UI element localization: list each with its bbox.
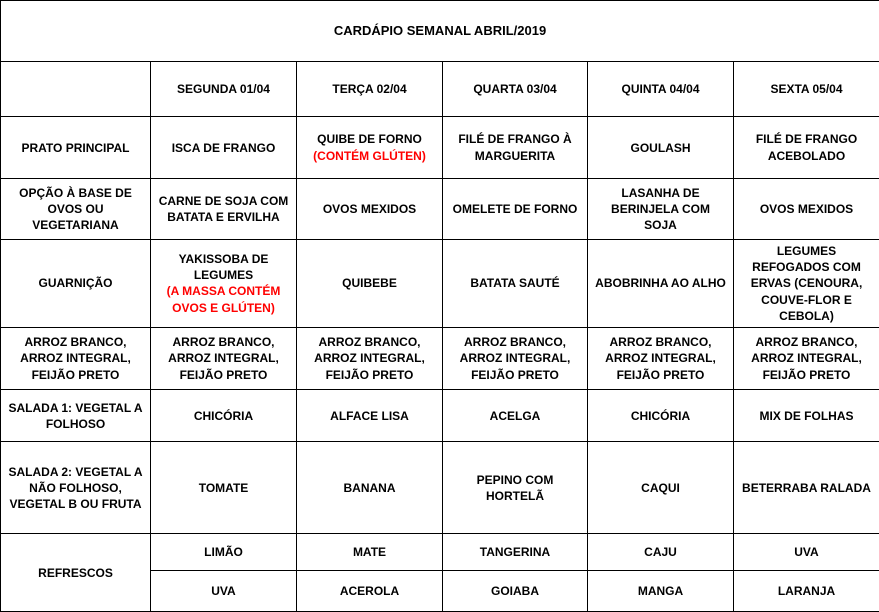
header-sexta: SEXTA 05/04 (734, 62, 879, 117)
row-arroz-feijao (1, 327, 879, 389)
menu-cell (297, 534, 443, 571)
menu-cell (443, 240, 588, 328)
cell-text: CHICÓRIA (630, 408, 691, 423)
menu-cell (297, 240, 443, 328)
cell-text: TANGERINA (479, 545, 551, 560)
cell-text: OVOS MEXIDOS (759, 201, 854, 216)
menu-cell (588, 390, 734, 442)
menu-cell (588, 178, 734, 239)
menu-cell (734, 117, 879, 178)
menu-cell (443, 117, 588, 178)
menu-cell (443, 442, 588, 534)
cell-text: ABOBRINHA AO ALHO (595, 276, 726, 291)
allergen-note: (A MASSA CONTÉM OVOS E GLÚTEN) (166, 284, 281, 315)
menu-cell (443, 571, 588, 612)
row-label-opcao-vegetariana: OPÇÃO À BASE DE OVOS OU VEGETARIANA (1, 178, 151, 239)
menu-cell (734, 327, 879, 389)
cell-text: LARANJA (777, 583, 836, 598)
cell-text: CARNE DE SOJA COM BATATA E ERVILHA (158, 193, 289, 224)
header-empty-cell (1, 62, 151, 117)
cell-text: FILÉ DE FRANGO À MARGUERITA (458, 132, 572, 163)
header-terca: TERÇA 02/04 (297, 62, 443, 117)
menu-cell (443, 390, 588, 442)
cell-text: CHICÓRIA (193, 408, 254, 423)
row-label-guarnicao: GUARNIÇÃO (1, 240, 151, 328)
cell-text: QUIBEBE (342, 276, 397, 291)
row-salada-2 (1, 442, 879, 534)
cell-text: CAJU (644, 545, 677, 560)
menu-cell (151, 571, 297, 612)
menu-cell (151, 534, 297, 571)
row-guarnicao (1, 240, 879, 328)
header-segunda: SEGUNDA 01/04 (151, 62, 297, 117)
row-salada-1 (1, 390, 879, 442)
cell-text: ARROZ BRANCO, ARROZ INTEGRAL, FEIJÃO PRETO (314, 335, 425, 382)
cell-text: BETERRABA RALADA (742, 480, 871, 495)
cell-text: GOULASH (630, 140, 691, 155)
menu-cell (151, 390, 297, 442)
cell-text: MIX DE FOLHAS (759, 408, 854, 423)
allergen-note: (CONTÉM GLÚTEN) (313, 148, 426, 163)
menu-cell (297, 442, 443, 534)
cell-text: LIMÃO (204, 545, 243, 560)
menu-cell (588, 442, 734, 534)
cell-text: BATATA SAUTÉ (470, 276, 560, 291)
cell-text: UVA (794, 545, 819, 560)
menu-cell (297, 178, 443, 239)
menu-cell (734, 240, 879, 328)
menu-cell (588, 240, 734, 328)
title-row (1, 1, 879, 62)
row-refrescos-1 (1, 534, 879, 571)
cell-text: YAKISSOBA DE LEGUMES (178, 252, 269, 283)
row-prato-principal (1, 117, 879, 178)
menu-cell (588, 571, 734, 612)
cell-text: ARROZ BRANCO, ARROZ INTEGRAL, FEIJÃO PRETO (168, 335, 279, 382)
cell-text: MATE (352, 545, 387, 560)
menu-cell (734, 178, 879, 239)
page-title: CARDÁPIO SEMANAL ABRIL/2019 (1, 1, 879, 62)
cell-text: GOIABA (491, 583, 539, 598)
row-label-salada-2: SALADA 2: VEGETAL A NÃO FOLHOSO, VEGETAL B OU FRUTA (1, 442, 151, 534)
menu-cell (734, 571, 879, 612)
header-quarta: QUARTA 03/04 (443, 62, 588, 117)
menu-cell (151, 117, 297, 178)
menu-cell (151, 327, 297, 389)
menu-cell (734, 442, 879, 534)
cell-text: OVOS MEXIDOS (322, 201, 417, 216)
menu-cell (151, 442, 297, 534)
row-label-refrescos: REFRESCOS (1, 534, 151, 612)
row-label-prato-principal: PRATO PRINCIPAL (1, 117, 151, 178)
menu-cell (297, 571, 443, 612)
menu-cell (588, 117, 734, 178)
menu-cell (588, 534, 734, 571)
menu-cell (734, 534, 879, 571)
menu-cell (151, 240, 297, 328)
row-label-salada-1: SALADA 1: VEGETAL A FOLHOSO (1, 390, 151, 442)
cell-text: TOMATE (198, 480, 249, 495)
row-opcao-vegetariana (1, 178, 879, 239)
cell-text: MANGA (637, 583, 684, 598)
cell-text: LASANHA DE BERINJELA COM SOJA (611, 185, 710, 232)
header-quinta: QUINTA 04/04 (588, 62, 734, 117)
cell-text: CAQUI (641, 480, 680, 495)
cell-text: QUIBE DE FORNO (317, 132, 422, 147)
menu-cell (297, 117, 443, 178)
cell-text: UVA (211, 583, 236, 598)
cell-text: LEGUMES REFOGADOS COM ERVAS (CENOURA, COUVE-FLOR E CEBOLA) (750, 244, 863, 323)
cell-text: OMELETE DE FORNO (452, 201, 578, 216)
menu-cell (734, 390, 879, 442)
cell-text: ARROZ BRANCO, ARROZ INTEGRAL, FEIJÃO PRETO (751, 335, 862, 382)
cell-text: PEPINO COM HORTELÃ (476, 472, 554, 503)
menu-cell (443, 178, 588, 239)
header-row (1, 62, 879, 117)
row-label-arroz-feijao: ARROZ BRANCO, ARROZ INTEGRAL, FEIJÃO PRETO (1, 327, 151, 389)
cell-text: FILÉ DE FRANGO ACEBOLADO (755, 132, 858, 163)
menu-cell (297, 390, 443, 442)
menu-cell (151, 178, 297, 239)
cell-text: ARROZ BRANCO, ARROZ INTEGRAL, FEIJÃO PRETO (605, 335, 716, 382)
menu-cell (443, 534, 588, 571)
cell-text: ACEROLA (339, 583, 400, 598)
menu-cell (443, 327, 588, 389)
cell-text: ACELGA (489, 408, 541, 423)
cell-text: ALFACE LISA (330, 408, 409, 423)
cell-text: BANANA (343, 480, 396, 495)
cell-text: ISCA DE FRANGO (171, 140, 276, 155)
menu-cell (297, 327, 443, 389)
menu-cell (588, 327, 734, 389)
cell-text: ARROZ BRANCO, ARROZ INTEGRAL, FEIJÃO PRETO (459, 335, 571, 382)
